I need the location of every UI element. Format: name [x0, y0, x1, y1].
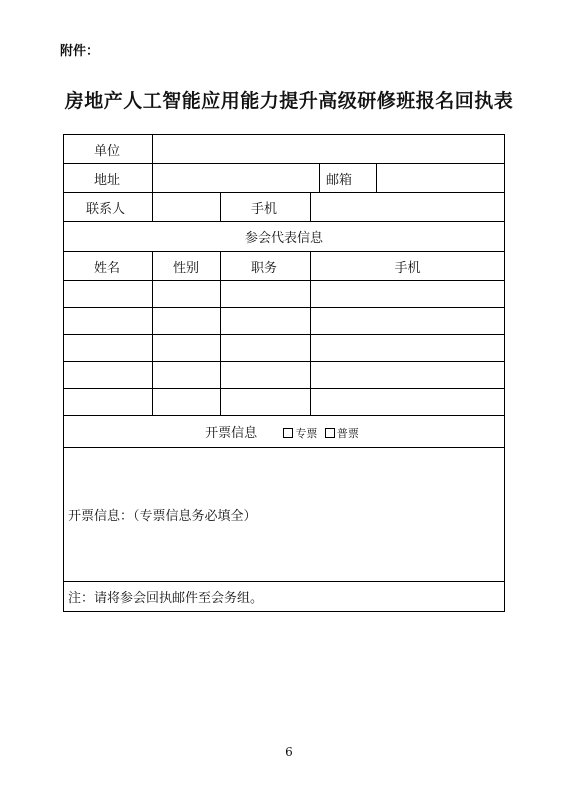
delegate-mobile-cell[interactable] — [311, 362, 505, 389]
delegate-row — [64, 389, 505, 416]
column-header-position: 职务 — [221, 252, 311, 281]
delegate-gender-cell[interactable] — [153, 281, 221, 308]
contact-mobile-label: 手机 — [221, 193, 311, 222]
unit-row — [64, 135, 505, 164]
note-cell — [64, 582, 505, 612]
delegate-gender-cell[interactable] — [153, 362, 221, 389]
delegate-mobile-cell[interactable] — [311, 308, 505, 335]
delegate-row — [64, 335, 505, 362]
delegate-row — [64, 308, 505, 335]
delegate-position-cell[interactable] — [221, 308, 311, 335]
normal-invoice-label: 普票 — [336, 427, 359, 440]
attachment-label: 附件： — [60, 44, 100, 59]
delegate-name-cell[interactable] — [64, 281, 153, 308]
invoice-details-field[interactable] — [64, 448, 505, 582]
column-header-gender: 性别 — [153, 252, 221, 281]
delegate-position-cell[interactable] — [221, 281, 311, 308]
contact-row — [64, 193, 505, 222]
invoice-details-row — [64, 448, 505, 582]
invoice-details-label: 开票信息：（专票信息务必填全） — [68, 509, 257, 524]
registration-form-table — [63, 134, 505, 612]
special-invoice-label: 专票 — [295, 427, 318, 440]
delegate-header-row — [64, 252, 505, 281]
delegate-mobile-cell[interactable] — [311, 335, 505, 362]
email-field[interactable] — [377, 164, 505, 193]
unit-label: 单位 — [64, 135, 153, 164]
invoice-label: 开票信息 — [205, 426, 258, 441]
note-text: 注：请将参会回执邮件至会务组。 — [68, 591, 264, 606]
delegate-gender-cell[interactable] — [153, 308, 221, 335]
delegate-position-cell[interactable] — [221, 335, 311, 362]
delegate-name-cell[interactable] — [64, 362, 153, 389]
address-field[interactable] — [153, 164, 320, 193]
invoice-type-row — [64, 416, 505, 448]
invoice-type-cell — [64, 416, 505, 448]
delegate-name-cell[interactable] — [64, 335, 153, 362]
delegate-row — [64, 362, 505, 389]
email-label: 邮箱 — [320, 164, 377, 193]
normal-invoice-checkbox[interactable] — [325, 428, 335, 438]
delegate-gender-cell[interactable] — [153, 389, 221, 416]
delegate-section-row — [64, 222, 505, 252]
address-label: 地址 — [64, 164, 153, 193]
column-header-name: 姓名 — [64, 252, 153, 281]
address-row — [64, 164, 505, 193]
form-title: 房地产人工智能应用能力提升高级研修班报名回执表 — [64, 90, 514, 112]
special-invoice-checkbox[interactable] — [283, 428, 293, 438]
delegate-position-cell[interactable] — [221, 389, 311, 416]
delegate-row — [64, 281, 505, 308]
delegate-gender-cell[interactable] — [153, 335, 221, 362]
page-number: 6 — [285, 745, 293, 759]
delegate-mobile-cell[interactable] — [311, 281, 505, 308]
unit-field[interactable] — [153, 135, 505, 164]
contact-label: 联系人 — [64, 193, 153, 222]
contact-field[interactable] — [153, 193, 221, 222]
delegate-section-header: 参会代表信息 — [64, 222, 505, 252]
contact-mobile-field[interactable] — [311, 193, 505, 222]
delegate-position-cell[interactable] — [221, 362, 311, 389]
column-header-mobile: 手机 — [311, 252, 505, 281]
delegate-mobile-cell[interactable] — [311, 389, 505, 416]
note-row — [64, 582, 505, 612]
delegate-name-cell[interactable] — [64, 308, 153, 335]
delegate-name-cell[interactable] — [64, 389, 153, 416]
